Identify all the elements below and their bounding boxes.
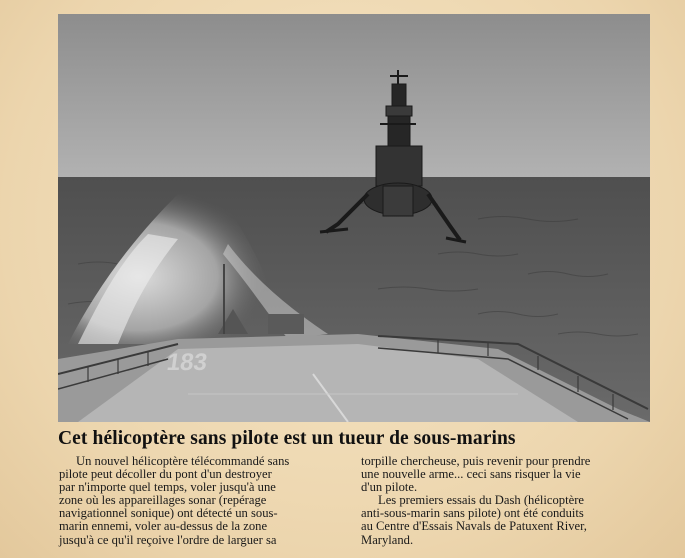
- text-line: torpille chercheuse, puis revenir pour prendre: [361, 454, 591, 468]
- sky: [58, 14, 650, 179]
- photo-illustration: [58, 14, 650, 422]
- text-line: pilote peut décoller du pont d'un destroyer: [59, 467, 272, 482]
- photo-helicopter-over-destroyer: [58, 14, 650, 422]
- text-line: Maryland.: [361, 532, 414, 547]
- article-paragraph-2: [361, 494, 651, 546]
- article-column-right: [361, 455, 651, 547]
- text-line: Les premiers essais du Dash (hélicoptère: [378, 493, 584, 508]
- text-line: anti-sous-marin sans pilote) ont été conduits: [361, 506, 584, 521]
- article-paragraph-1-continued: [361, 455, 651, 494]
- text-line: au Centre d'Essais Navals de Patuxent River,: [361, 519, 587, 534]
- article-paragraph-1: [59, 455, 349, 547]
- article-column-left: [59, 455, 349, 547]
- text-line: navigationnel sonique) ont détecté un sous-: [59, 506, 278, 521]
- text-line: Un nouvel hélicoptère télécommandé sans: [76, 454, 290, 468]
- text-line: jusqu'à ce qu'il reçoive l'ordre de larguer sa: [59, 532, 277, 547]
- hull-number: 183: [165, 349, 209, 376]
- text-line: marin ennemi, voler au-dessus de la zone: [59, 519, 268, 534]
- text-line: par n'importe quel temps, voler jusqu'à une: [59, 480, 276, 495]
- text-line: zone où les appareillages sonar (repérage: [59, 493, 267, 508]
- text-line: une nouvelle arme... ceci sans risquer la vie: [361, 467, 581, 482]
- article-headline: Cet hélicoptère sans pilote est un tueur de sous-marins: [58, 428, 516, 449]
- text-line: d'un pilote.: [361, 480, 418, 495]
